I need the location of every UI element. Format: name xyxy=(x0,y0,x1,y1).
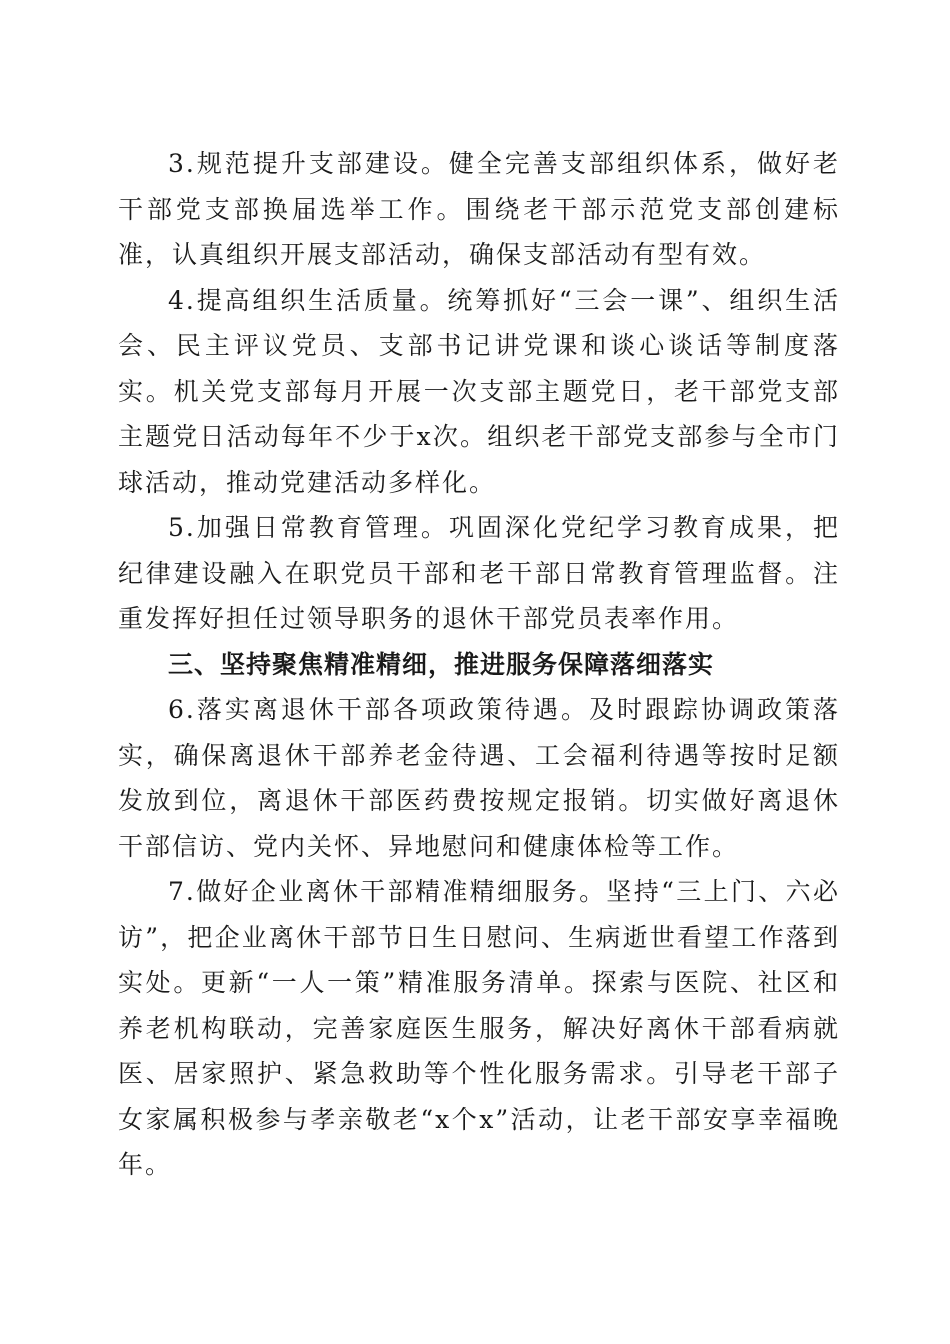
paragraph-item-6: 6.落实离退休干部各项政策待遇。及时跟踪协调政策落实，确保离退休干部养老金待遇、工会福利待遇等按时足额发放到位，离退休干部医药费按规定报销。切实做好离退休干部信访、党内关怀、异地慰问和健康体检等工作。 xyxy=(118,695,840,861)
paragraph-item-3: 3.规范提升支部建设。健全完善支部组织体系，做好老干部党支部换届选举工作。围绕老干部示范党支部创建标准，认真组织开展支部活动，确保支部活动有型有效。 xyxy=(118,149,840,269)
document-body xyxy=(118,141,840,1188)
paragraph-item-4: 4.提高组织生活质量。统筹抓好“三会一课”、组织生活会、民主评议党员、支部书记讲党课和谈心谈话等制度落实。机关党支部每月开展一次支部主题党日，老干部党支部主题党日活动每年不少于x次。组织老干部党支部参与全市门球活动，推动党建活动多样化。 xyxy=(118,285,840,497)
paragraph-item-5: 5.加强日常教育管理。巩固深化党纪学习教育成果，把纪律建设融入在职党员干部和老干部日常教育管理监督。注重发挥好担任过领导职务的退休干部党员表率作用。 xyxy=(118,513,840,633)
paragraph-item-7: 7.做好企业离休干部精准精细服务。坚持“三上门、六必访”，把企业离休干部节日生日慰问、生病逝世看望工作落到实处。更新“一人一策”精准服务清单。探索与医院、社区和养老机构联动，完善家庭医生服务，解决好离休干部看病就医、居家照护、紧急救助等个性化服务需求。引导老干部子女家属积极参与孝亲敬老“x个x”活动，让老干部安享幸福晚年。 xyxy=(118,877,840,1179)
section-heading-3: 三、坚持聚焦精准精细，推进服务保障落细落实 xyxy=(168,649,715,679)
